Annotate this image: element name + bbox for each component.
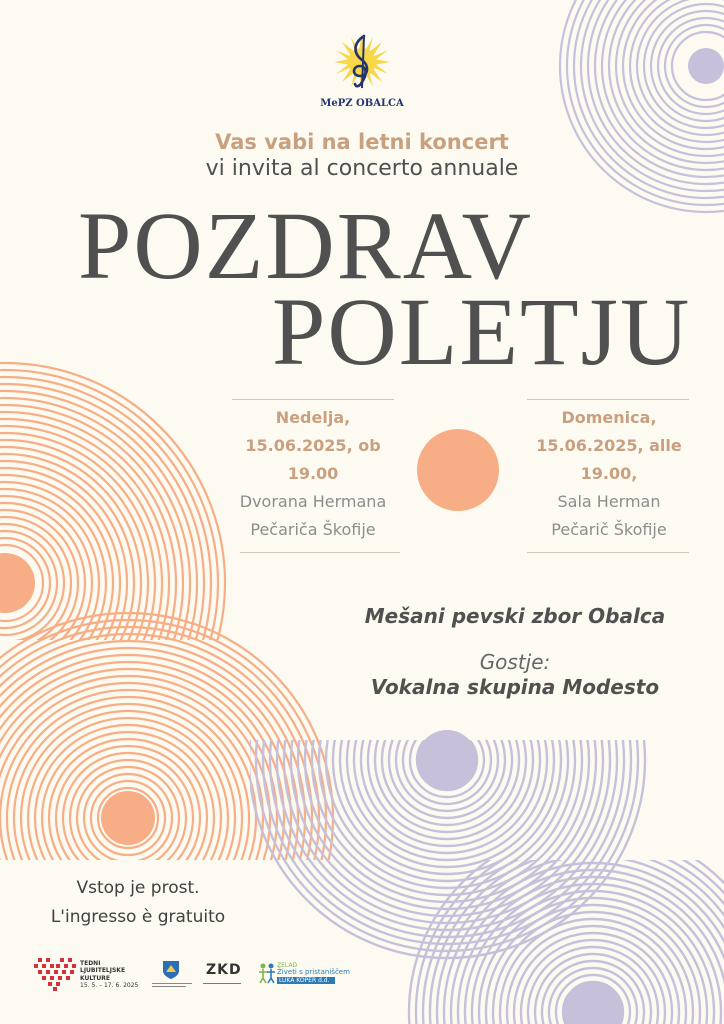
zkd-logo: ZKD bbox=[206, 962, 242, 978]
peach-dot bbox=[0, 553, 35, 613]
zzv-line: ZELAD bbox=[277, 962, 298, 969]
peach-center-dot bbox=[417, 429, 499, 511]
divider bbox=[232, 399, 394, 400]
divider bbox=[240, 552, 400, 553]
choir-logo-name: MePZ OBALCA bbox=[320, 98, 404, 109]
event-venue: Pečariča Škofije bbox=[250, 520, 376, 539]
divider bbox=[527, 552, 689, 553]
event-venue: Pečarič Škofije bbox=[551, 520, 667, 539]
event-time: 19.00, bbox=[580, 464, 638, 483]
lavender-dot bbox=[688, 48, 724, 84]
event-day: Domenica, bbox=[561, 408, 657, 427]
bottom-right-lavender-rings bbox=[409, 828, 724, 1024]
peach-dot bbox=[101, 791, 155, 845]
free-entry-slovenian: Vstop je prost. bbox=[76, 878, 200, 898]
free-entry bbox=[28, 874, 248, 932]
event-date: 15.06.2025, ob bbox=[245, 436, 381, 455]
invite-slovenian: Vas vabi na letni koncert bbox=[215, 130, 509, 154]
title-line-1: POZDRAV bbox=[78, 192, 533, 299]
free-entry-italian: L'ingresso è gratuito bbox=[50, 907, 226, 927]
heart-logo bbox=[34, 956, 78, 992]
event-venue: Sala Herman bbox=[557, 492, 661, 511]
event-day: Nedelja, bbox=[275, 408, 351, 427]
title-line-2: POLETJU bbox=[272, 278, 692, 385]
choir-logo bbox=[322, 30, 402, 102]
event-venue: Dvorana Hermana bbox=[239, 492, 387, 511]
tedni-line: LJUBITELJSKE bbox=[80, 967, 126, 975]
invite-italian: vi invita al concerto annuale bbox=[205, 156, 519, 181]
luka-koper-logo-text bbox=[277, 962, 350, 984]
guest-name: Vokalna skupina Modesto bbox=[370, 675, 660, 699]
tedni-logo-text bbox=[80, 960, 138, 990]
municipality-caption bbox=[152, 982, 192, 988]
choir-name: Mešani pevski zbor Obalca bbox=[364, 604, 666, 628]
lavender-dot bbox=[417, 730, 477, 790]
harbour-figures-icon bbox=[258, 962, 276, 984]
tedni-line: KULTURE bbox=[80, 974, 110, 982]
zkd-caption bbox=[203, 983, 241, 984]
event-details-italian bbox=[518, 404, 700, 544]
divider bbox=[527, 399, 689, 400]
lavender-dot bbox=[563, 982, 623, 1024]
sun-treble-clef-icon bbox=[322, 30, 402, 98]
event-time: 19.00 bbox=[287, 464, 339, 483]
zzv-line: Živeti s pristaniščem bbox=[277, 968, 350, 976]
event-details-slovenian bbox=[222, 404, 404, 544]
tedni-dates: 15. 5. – 17. 6. 2025 bbox=[80, 982, 139, 990]
tedni-line: TEDNI bbox=[80, 960, 101, 967]
event-date: 15.06.2025, alle bbox=[536, 436, 682, 455]
municipality-crest-icon bbox=[162, 960, 180, 980]
guests-label: Gostje: bbox=[479, 650, 551, 674]
zzv-line: LUKA KOPER d.d. bbox=[277, 977, 335, 984]
